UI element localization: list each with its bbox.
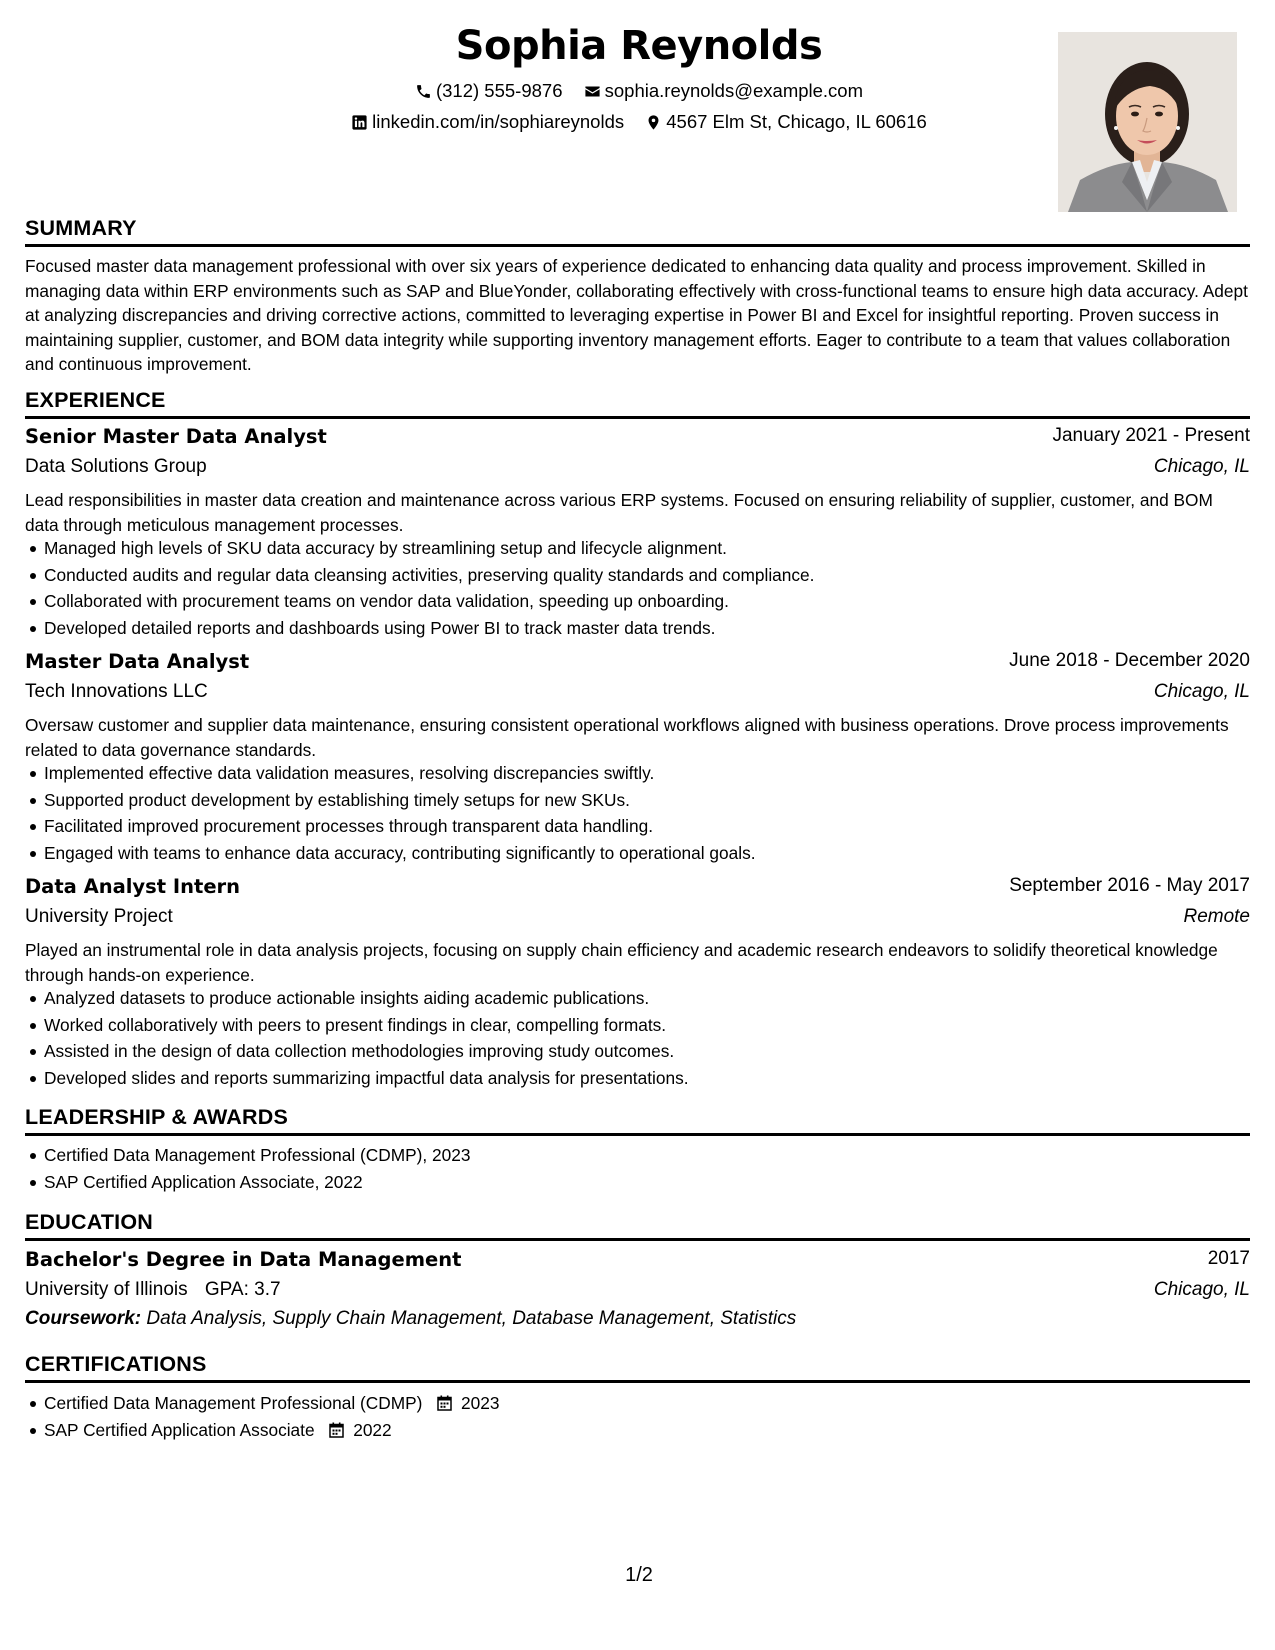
- list-item: Developed slides and reports summarizing impactful data analysis for presentations.: [44, 1067, 1269, 1094]
- list-item: Worked collaboratively with peers to present findings in clear, compelling formats.: [44, 1014, 1269, 1041]
- list-item: Collaborated with procurement teams on vendor data validation, speeding up onboarding.: [44, 590, 1269, 617]
- job-dates: September 2016 - May 2017: [1009, 875, 1250, 896]
- job-2-company-row: [25, 681, 1250, 711]
- school-line: [25, 1279, 281, 1301]
- job-company: Data Solutions Group: [25, 456, 207, 477]
- list-item: Certified Data Management Professional (CDMP), 2023: [44, 1144, 1269, 1171]
- calendar-icon: [329, 1422, 344, 1438]
- list-item: Facilitated improved procurement processes through transparent data handling.: [44, 815, 1269, 842]
- certifications-heading: CERTIFICATIONS: [25, 1352, 1250, 1383]
- school-location: Chicago, IL: [1153, 1279, 1250, 1300]
- graduation-year: 2017: [1207, 1248, 1250, 1269]
- envelope-icon: [584, 83, 601, 100]
- job-3-company-row: [25, 906, 1250, 936]
- education-school-row: [25, 1279, 1250, 1309]
- job-3-description: Played an instrumental role in data analysis projects, focusing on supply chain efficiency and academic research endeavors to solidify theoretical knowledge through hands-on experience.: [25, 940, 1218, 985]
- job-2-header: [25, 650, 1250, 680]
- certifications-list: [25, 1392, 1269, 1445]
- leadership-heading: LEADERSHIP & AWARDS: [25, 1105, 1250, 1136]
- list-item: Managed high levels of SKU data accuracy by streamlining setup and lifecycle alignment.: [44, 537, 1269, 564]
- street-address: 4567 Elm St, Chicago, IL 60616: [666, 111, 927, 132]
- resume-page: [25, 0, 1250, 1650]
- coursework-list: Data Analysis, Supply Chain Management, Database Management, Statistics: [146, 1308, 797, 1329]
- gpa: GPA: 3.7: [204, 1279, 281, 1300]
- job-1-header: [25, 425, 1250, 455]
- summary-heading: SUMMARY: [25, 216, 1250, 247]
- job-2-bullets: [25, 762, 1269, 868]
- resume-header: [25, 20, 1250, 220]
- leadership-list: [25, 1144, 1269, 1197]
- job-3-header: [25, 875, 1250, 905]
- list-item: Implemented effective data validation measures, resolving discrepancies swiftly.: [44, 762, 1269, 789]
- job-3-bullets: [25, 987, 1269, 1093]
- list-item: [44, 1392, 1269, 1419]
- coursework-label: Coursework:: [25, 1308, 142, 1329]
- list-item: Conducted audits and regular data cleansing activities, preserving quality standards and compliance.: [44, 564, 1269, 591]
- job-dates: June 2018 - December 2020: [1009, 650, 1250, 671]
- list-item: Analyzed datasets to produce actionable insights aiding academic publications.: [44, 987, 1269, 1014]
- profile-photo: [1058, 32, 1237, 212]
- list-item: Engaged with teams to enhance data accuracy, contributing significantly to operational goals.: [44, 842, 1269, 869]
- job-location: Chicago, IL: [1153, 681, 1250, 702]
- certification-name: SAP Certified Application Associate: [44, 1419, 315, 1440]
- contact-phone: [415, 80, 563, 102]
- list-item: Assisted in the design of data collection methodologies improving study outcomes.: [44, 1040, 1269, 1067]
- page-indicator: 1/2: [625, 1564, 653, 1586]
- job-title: Master Data Analyst: [25, 650, 250, 673]
- contact-address: [645, 111, 927, 133]
- contact-email[interactable]: [584, 80, 863, 102]
- job-1-description: Lead responsibilities in master data creation and maintenance across various ERP systems. Focused on ensuring reliability of supplier, customer, and BOM data through meticulous management processes.: [25, 490, 1213, 535]
- job-2-description: Oversaw customer and supplier data maintenance, ensuring consistent operational workflows aligned with business operations. Drove process improvements related to data governance standards.: [25, 715, 1229, 760]
- certification-year: 2023: [461, 1393, 500, 1413]
- linkedin-icon: [351, 114, 368, 131]
- job-dates: January 2021 - Present: [1052, 425, 1250, 446]
- calendar-icon: [437, 1395, 452, 1411]
- phone-icon: [415, 83, 432, 100]
- job-location: Remote: [1183, 906, 1250, 927]
- phone-number: (312) 555-9876: [435, 80, 563, 101]
- linkedin-url[interactable]: linkedin.com/in/sophiareynolds: [372, 111, 625, 132]
- candidate-name: Sophia Reynolds: [455, 23, 823, 69]
- list-item: [44, 1419, 1269, 1446]
- education-degree-row: [25, 1248, 1250, 1278]
- contact-linkedin[interactable]: [351, 111, 624, 133]
- coursework-line: [25, 1308, 796, 1330]
- map-marker-icon: [645, 114, 662, 131]
- job-title: Data Analyst Intern: [25, 875, 241, 898]
- education-heading: EDUCATION: [25, 1210, 1250, 1241]
- job-company: University Project: [25, 906, 173, 927]
- list-item: Developed detailed reports and dashboards using Power BI to track master data trends.: [44, 617, 1269, 644]
- certification-year: 2022: [353, 1419, 392, 1440]
- school-name: University of Illinois: [25, 1279, 188, 1300]
- job-1-company-row: [25, 456, 1250, 486]
- list-item: Supported product development by establishing timely setups for new SKUs.: [44, 789, 1269, 816]
- experience-heading: EXPERIENCE: [25, 388, 1250, 419]
- certification-name: Certified Data Management Professional (CDMP): [44, 1393, 423, 1413]
- job-1-bullets: [25, 537, 1269, 643]
- summary-text: Focused master data management professional with over six years of experience dedicated to enhancing data quality and process improvement. Skilled in managing data within ERP environments such as SAP and BlueYonder, collaborating effectively with cross-functional teams to ensure high data accuracy. Adept at analyzing discrepancies and driving corrective actions, committed to leveraging expertise in Power BI and Excel for insightful reporting. Proven success in maintaining supplier, customer, and BOM data integrity while supporting inventory management efforts. Eager to contribute to a team that values collaboration and continuous improvement.: [25, 256, 1248, 375]
- degree-name: Bachelor's Degree in Data Management: [25, 1248, 462, 1271]
- job-company: Tech Innovations LLC: [25, 681, 208, 702]
- job-location: Chicago, IL: [1153, 456, 1250, 477]
- email-address[interactable]: sophia.reynolds@example.com: [604, 80, 864, 101]
- list-item: SAP Certified Application Associate, 2022: [44, 1171, 1269, 1198]
- job-title: Senior Master Data Analyst: [25, 425, 327, 448]
